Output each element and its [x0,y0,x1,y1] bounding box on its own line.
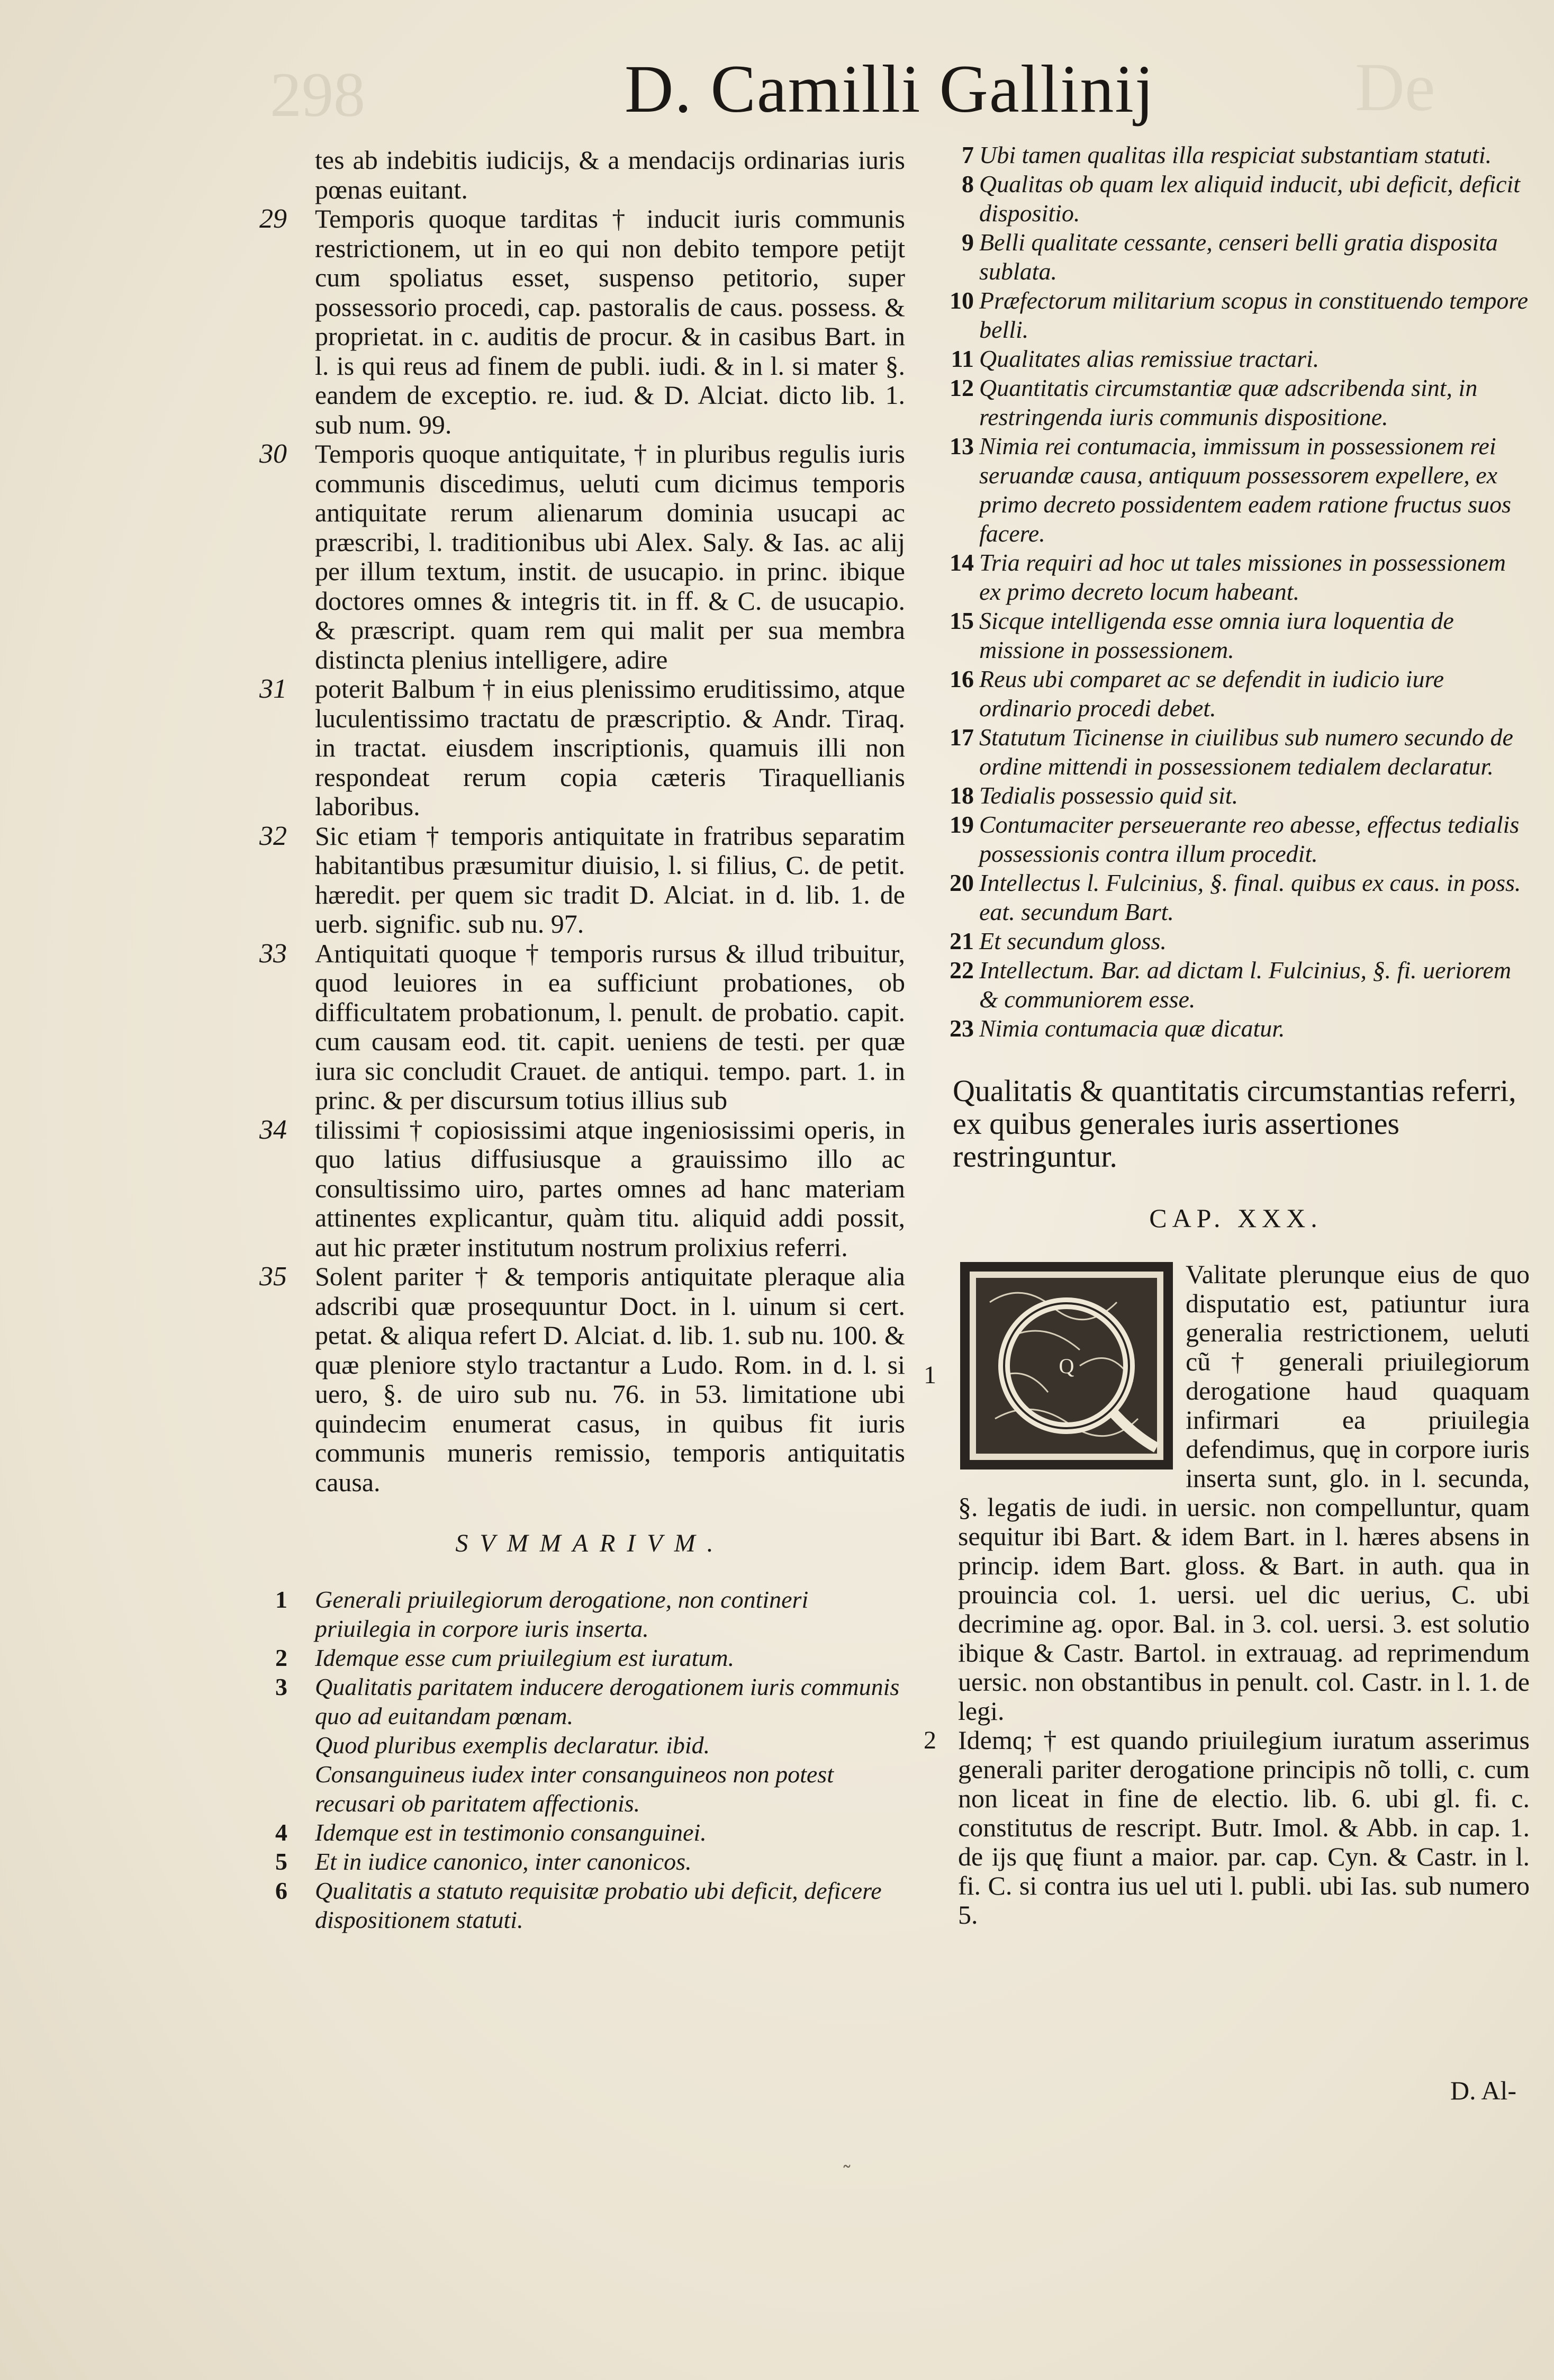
summary-item: 11 Qualitates alias remissiue tractari. [951,345,1320,372]
summary-item: Consanguineus iudex inter consanguineos non potest recusari ob paritatem affectionis. [315,1760,834,1817]
woodcut-initial-icon [958,1260,1175,1472]
chapter-number: CAP. XXX. [1149,1203,1323,1233]
summary-item: 4 Idemque est in testimonio consanguinei. [275,1818,707,1846]
opening-text: tes ab indebitis iudicijs, & a mendacijs ordinarias iuris pœnas euitant. [315,145,905,204]
summary-item: 1 Generali priuilegiorum derogatione, non contineri priuilegia in corpore iuris inserta. [275,1585,809,1642]
summary-item: 12 Quantitatis circumstantiæ quæ adscribenda sint, in restringenda iuris communis dispositione. [950,374,1478,430]
summary-list-continued [921,140,1530,1043]
summary-item: 20 Intellectus l. Fulcinius, §. final. quibus ex caus. in poss. eat. secundum Bart. [950,869,1521,925]
summary-item: 5 Et in iudice canonico, inter canonicos. [275,1847,692,1875]
summary-item: 19 Contumaciter perseuerante reo abesse, effectus tedialis possessionis contra illum procedit. [950,811,1520,867]
summary-item: 15 Sicque intelligenda esse omnia iura loquentia de missione in possessionem. [950,607,1454,663]
summary-item: 16 Reus ubi comparet ac se defendit in iudicio iure ordinario procedi debet. [950,665,1444,722]
paragraph: 32 Sic etiam † temporis antiquitate in fratribus separatim habitantibus præsumitur diuisio, l. si filius, C. de petit. hæredit. per quem sic tradit D. Alciat. in d. lib. 1. de uerb. signific. sub nu. 97. [259,821,905,939]
right-column [921,140,1530,1930]
summary-item: 2 Idemque esse cum priuilegium est iuratum. [275,1644,735,1671]
paragraph: 29 Temporis quoque tarditas † inducit iuris communis restrictionem, ut in eo qui non debito tempore petijt cum spoliatus esset, suspenso petitorio, super possessorio procedi, cap. pastoralis de caus. possess. & proprietat. in c. auditis de procur. & in casibus Bart. in l. is qui reus ad finem de publi. iudi. & in l. si mater §. eandem de exceptio. re. iud. & D. Alciat. dicto lib. 1. sub num. 99. [259,204,905,439]
paragraph: 34 tilissimi † copiosissimi atque ingeniosissimi operis, in quo latius diffusiusque a grauissimo illo ac consultissimo uiro, partes omnes ad hanc materiam attinentes explicantur, quàm titu. aliquid addi possit, aut hic præter institutum nostrum prolixius referri. [259,1114,905,1262]
paragraph: 35 Solent pariter † & temporis antiquitate pleraque alia adscribi quæ prosequuntur Doct. in l. uinum si cert. petat. & aliqua refert D. Alciat. d. lib. 1. sub nu. 100. & quæ pleniore stylo tractantur a Ludo. Rom. in d. l. si uero, §. de uiro sub nu. 76. in 53. limitatione ubi quindecim enumerat casus, in quibus fit iuris communis muneris remissio, temporis antiquitatis causa. [259,1261,905,1497]
paragraph: 30 Temporis quoque antiquitate, † in pluribus regulis iuris communis discedimus, ueluti cum dicimus temporis antiquitate rerum alienarum dominia usucapi ac præscribi, l. traditionibus ubi Alex. Saly. & Ias. ac alij per illum textum, instit. de usucapio. in princ. ibique doctores omnes & integris tit. in ff. & C. de usucapio. & præscript. quam rem qui malit per sua membra distincta plenius intelligere, adire [259,439,905,674]
svg-text:Q: Q [1059,1354,1074,1378]
summary-list [275,1585,905,1934]
summary-item: Quod pluribus exemplis declaratur. ibid. [315,1731,710,1759]
summary-item: 3 Qualitatis paritatem inducere derogationem iuris communis quo ad euitandam pœnam. [275,1673,900,1729]
summary-item: 10 Præfectorum militarium scopus in constituendo tempore belli. [950,287,1529,343]
chapter-paragraph-2-wrap [921,1726,1530,1930]
footer-mark: ˜ [842,2162,852,2187]
summary-item: 13 Nimia rei contumacia, immissum in possessionem rei seruandæ causa, antiquum possessorem expellere, ex primo decreto possidentem eadem ratione fructus suos facere. [950,432,1512,547]
summary-item: 23 Nimia contumacia quæ dicatur. [950,1015,1285,1042]
summarium-heading: SVMMARIVM. [455,1529,725,1557]
summary-item: 14 Tria requiri ad hoc ut tales missiones in possessionem ex primo decreto locum habeant. [950,549,1506,605]
chapter-paragraph-2: Idemq; † est quando priuilegium iuratum asserimus generali pariter derogatione principis nõ tolli, c. cum non liceat in fine de electio. lib. 6. ubi gl. fi. c. constitutus de rescript. Butr. Imol. & Abb. in cap. 1. de ijs quę fiunt a maior. par. cap. Cyn. & Castr. in l. fi. C. si contra ius uel uti l. publi. ubi Ias. sub numero 5. [958,1725,1530,1930]
left-column [259,145,905,1934]
summary-item: 9 Belli qualitate cessante, censeri belli gratia disposita sublata. [962,229,1498,285]
margin-number: 1 [924,1360,936,1389]
chapter-paragraph-1: Valitate plerunque eius de quo disputatio est, patiuntur iura generalia restrictionem, ueluti cũ † generali priuilegiorum derogatione haud quaquam infirmari ea priuilegia defendimus, quę in corpore iuris inserta sunt, glo. in l. secunda, §. legatis de iudi. in uersic. non compelluntur, quam sequitur ibi Bart. & idem Bart. in l. hæres absens in princip. idem Bart. gloss. & Bart. in auth. qua in prouincia col. 1. uersi. uel dic uerius, C. ubi decrimine ag. opor. Bal. in 3. col. uersi. 3. est solutio ibique & Castr. Bartol. in extrauag. ad reprimendum uersic. non obstantibus in penult. col. Castr. in l. 1. de legi. [958,1259,1530,1726]
summary-item: 6 Qualitatis a statuto requisitæ probatio ubi deficit, deficere dispositionem statuti. [275,1877,882,1933]
running-head: D. Camilli Gallinij [625,51,1155,127]
summary-item: 17 Statutum Ticinense in ciuilibus sub numero secundo de ordine mittendi in possessionem tedialem declaratur. [950,724,1513,780]
summary-item: 21 Et secundum gloss. [950,927,1167,954]
chapter-title: Qualitatis & quantitatis circumstantias referri, ex quibus generales iuris assertiones restringuntur. [953,1074,1516,1174]
chapter-body [921,1260,1530,1930]
decorated-initial-q [958,1260,1175,1472]
summary-item: 22 Intellectum. Bar. ad dictam l. Fulcinius, §. fi. ueriorem & communiorem esse. [950,957,1512,1013]
summary-item: 18 Tedialis possessio quid sit. [950,782,1239,809]
margin-number: 2 [924,1726,936,1754]
summary-item: 8 Qualitas ob quam lex aliquid inducit, ubi deficit, deficit dispositio. [962,170,1521,227]
catchword: D. Al- [1450,2076,1516,2105]
summary-item: 7 Ubi tamen qualitas illa respiciat substantiam statuti. [962,141,1492,168]
bleed-through-page-number: 298 [270,59,365,130]
paragraph: 31 poterit Balbum † in eius plenissimo eruditissimo, atque luculentissimo tractatu de præscriptio. & Andr. Tiraq. in tractat. eiusdem inscriptionis, quamuis illi non respondeat rerum copia cæteris Tiraquellianis laboribus. [259,674,905,821]
paragraph: 33 Antiquitati quoque † temporis rursus & illud tribuitur, quod leuiores in ea sufficiunt probationes, ob difficultatem probationum, l. penult. de probatio. capit. cum causam eod. tit. capit. ueniens de testi. per quæ iura sic concludit Crauet. de antiqui. tempo. part. 1. in princ. & per discursum totius illius sub [259,938,905,1115]
bleed-through-heading: De [1355,49,1435,125]
